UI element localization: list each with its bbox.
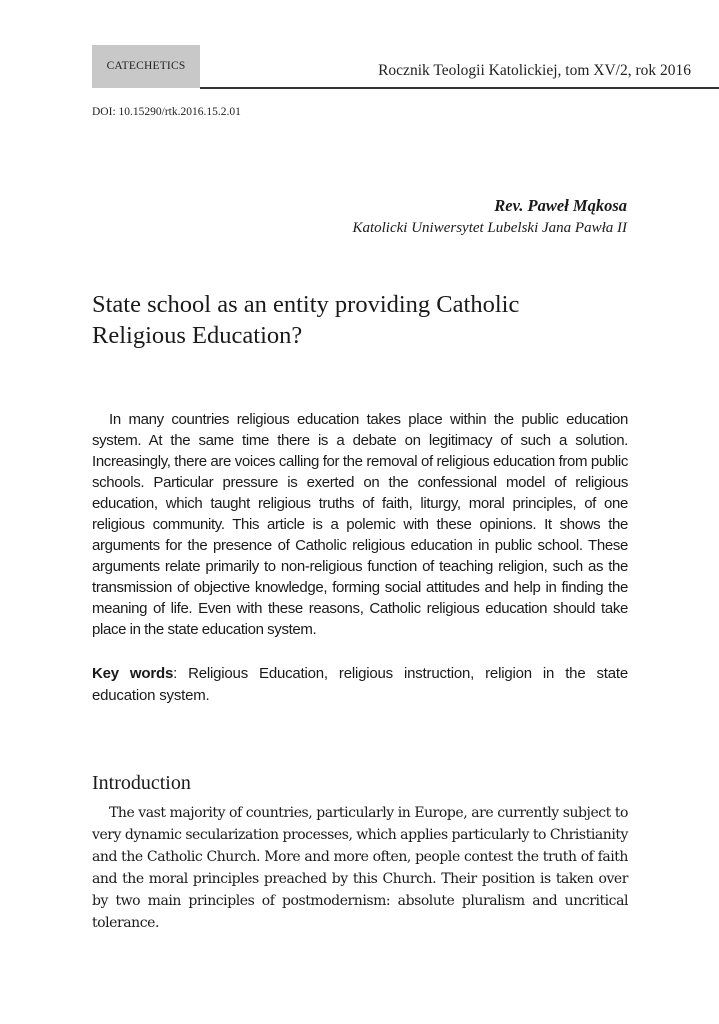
keywords-separator: : [173,665,189,682]
doi: DOI: 10.15290/rtk.2016.15.2.01 [92,106,241,118]
journal-title: Rocznik Teologii Katolickiej, tom XV/2, rok 2016 [378,62,691,79]
keywords-text: Religious Education, religious instruction, religion in the state education system. [92,665,628,704]
author-block [352,195,627,239]
introduction-paragraph: The vast majority of countries, particularly in Europe, are currently subject to very dynamic secularization processes, which applies particularly to Christianity and the Catholic Church. More and more often, people contest the truth of faith and the moral principles preached by this Church. Their position is taken over by two main principles of postmodernism: absolute pluralism and uncritical tolerance. [92,805,628,931]
abstract: In many countries religious education takes place within the public education system. At the same time there is a debate on legitimacy of such a solution. Increasingly, there are voices calling for the removal of religious education from public schools. Particular pressure is exerted on the confessional model of religious education, which taught religious truths of faith, liturgy, moral principles, of one religious community. This article is a polemic with these opinions. It shows the arguments for the presence of Catholic religious education in public school. These arguments relate primarily to non-religious function of teaching religion, such as the transmission of objective knowledge, forming social attitudes and help in finding the meaning of life. Even with these reasons, Catholic religious education should take place in the state education system. [92,411,628,638]
section-heading-introduction: Introduction [92,772,191,794]
keywords-label: Key words [92,665,174,682]
section-label [92,45,200,88]
article-title: State school as an entity providing Catholic Religious Education? [92,291,520,349]
section-label-text: CATECHETICS [106,60,186,72]
header-divider [200,87,719,89]
author-affiliation: Katolicki Uniwersytet Lubelski Jana Pawła II [352,220,627,236]
keywords [92,663,628,707]
author-name: Rev. Paweł Mąkosa [494,196,627,215]
